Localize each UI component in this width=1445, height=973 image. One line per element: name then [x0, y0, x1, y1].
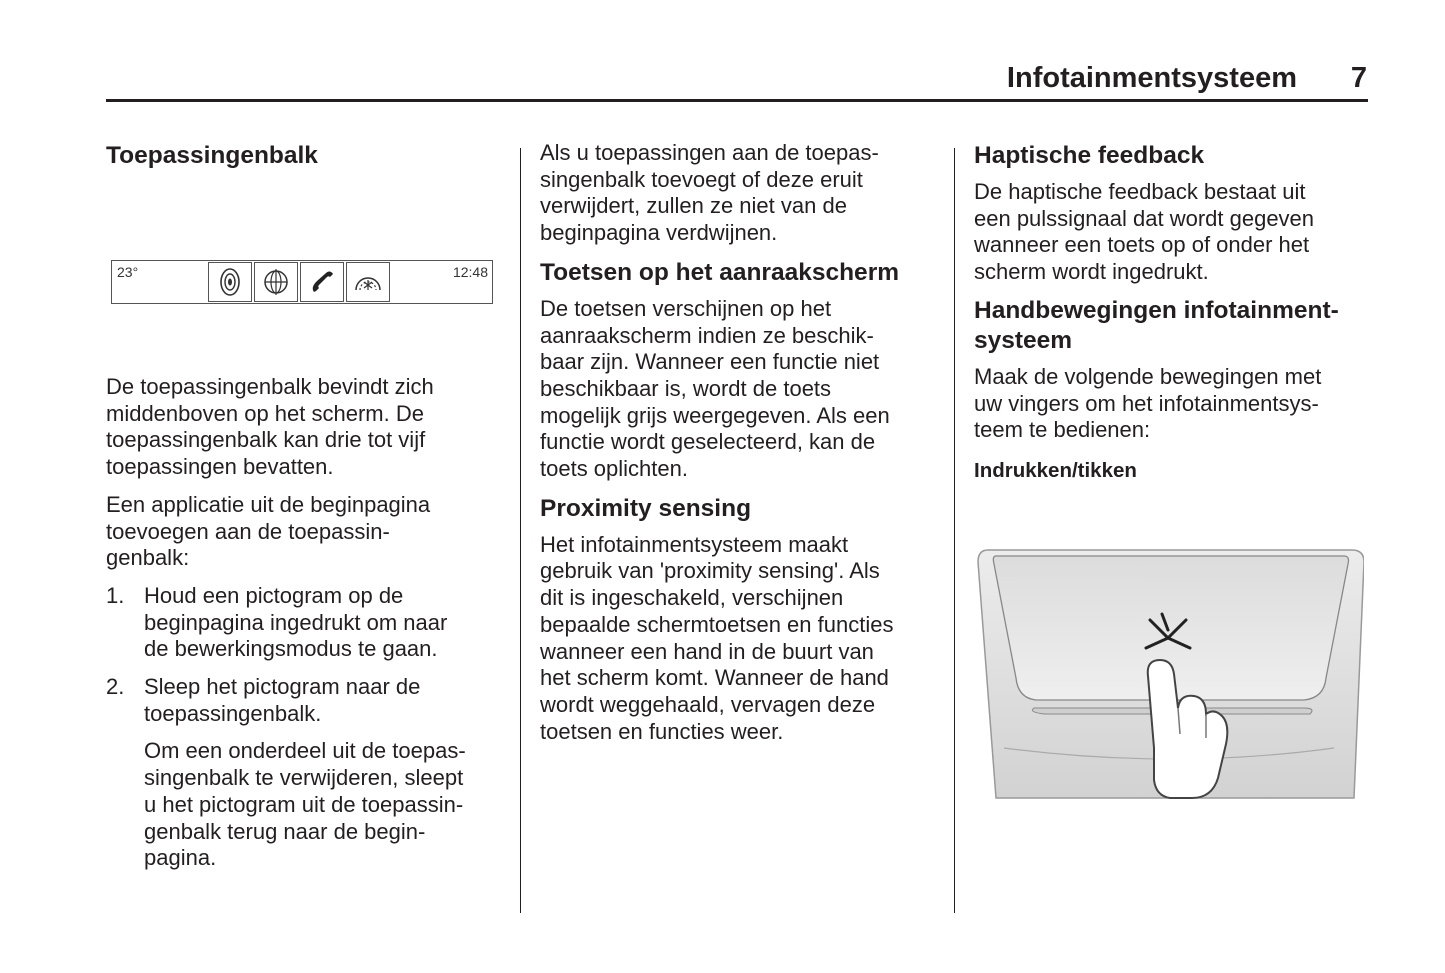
line: Het infotainmentsysteem maakt	[540, 531, 849, 557]
globe-icon	[260, 266, 292, 298]
line: De toetsen verschijnen op het	[540, 295, 832, 321]
line: wordt weggehaald, vervagen deze	[540, 691, 876, 717]
list-number: 1.	[106, 582, 125, 608]
page-number: 7	[1350, 62, 1367, 94]
line: toets oplichten.	[540, 456, 688, 482]
paragraph-touch-buttons	[540, 296, 940, 483]
line: toepassingenbalk kan drie tot vijf	[106, 427, 426, 453]
line: De haptische feedback bestaat uit	[974, 179, 1306, 204]
appbar-time: 12:48	[452, 264, 488, 280]
line: Om een onderdeel uit de toepas-	[144, 738, 466, 764]
line: toevoegen aan de toepassin-	[106, 518, 390, 544]
heading-press-tap: Indrukken/tikken	[974, 458, 1137, 482]
line: toepassingen bevatten.	[106, 454, 334, 480]
column-3	[974, 140, 1369, 803]
line: Maak de volgende bewegingen met	[974, 363, 1322, 389]
heading-touch-buttons: Toetsen op het aanraakscherm	[540, 258, 900, 286]
line: bepaalde schermtoetsen en functies	[540, 611, 894, 637]
line: middenboven op het scherm. De	[106, 400, 424, 426]
line: dit is ingeschakeld, verschijnen	[540, 585, 844, 611]
heading-gestures	[974, 296, 1369, 356]
column-2	[540, 140, 940, 745]
header-title: Infotainmentsysteem	[1006, 62, 1297, 94]
line: uw vingers om het infotainmentsys-	[974, 390, 1319, 416]
column-divider-2	[954, 148, 955, 913]
line: wanneer een hand in de buurt van	[540, 638, 874, 664]
line: baar zijn. Wanneer een functie niet	[540, 349, 880, 375]
column-1	[106, 140, 506, 872]
paragraph-add-app	[106, 492, 506, 572]
appbar-slot-climate	[346, 262, 390, 302]
heading-proximity-sensing: Proximity sensing	[540, 494, 752, 522]
line: u het pictogram uit de toepassin-	[144, 791, 464, 817]
paragraph-remove-app	[106, 738, 506, 872]
line: toepassingenbalk.	[144, 700, 322, 726]
list-number: 2.	[106, 674, 125, 700]
line: Sleep het pictogram naar de	[144, 674, 421, 700]
line: mogelijk grijs weergegeven. Als een	[540, 402, 890, 428]
phone-icon	[306, 266, 338, 298]
paragraph-haptic-feedback	[974, 179, 1369, 286]
line: Handbewegingen infotainment-	[974, 296, 1339, 324]
appbar-temperature: 23°	[117, 264, 139, 280]
line: Als u toepassingen aan de toepas-	[540, 140, 879, 165]
appbar-slot-audio	[208, 262, 252, 302]
appbar-slot-phone	[300, 262, 344, 302]
list-item-2	[106, 674, 506, 727]
speaker-icon	[214, 266, 246, 298]
paragraph-proximity-sensing	[540, 532, 940, 746]
list-item-1	[106, 583, 506, 663]
climate-icon	[352, 266, 384, 298]
heading-toepassingenbalk: Toepassingenbalk	[106, 142, 318, 169]
paragraph-appbar-continued	[540, 140, 940, 247]
line: beginpagina ingedrukt om naar	[144, 609, 448, 635]
line: verwijdert, zullen ze niet van de	[540, 193, 847, 219]
paragraph-appbar-intro	[106, 374, 506, 481]
line: functie wordt geselecteerd, kan de	[540, 429, 876, 455]
line: singenbalk toevoegt of deze eruit	[540, 166, 863, 192]
line: teem te bedienen:	[974, 417, 1151, 443]
line: pagina.	[144, 845, 217, 871]
line: beschikbaar is, wordt de toets	[540, 375, 832, 401]
column-divider-1	[520, 148, 521, 913]
line: Houd een pictogram op de	[144, 582, 404, 608]
line: een pulssignaal dat wordt gegeven	[974, 205, 1315, 231]
line: de bewerkingsmodus te gaan.	[144, 636, 438, 662]
line: genbalk terug naar de begin-	[144, 818, 426, 844]
appbar-slot-navigation	[254, 262, 298, 302]
line: toetsen en functies weer.	[540, 718, 784, 744]
line: De toepassingenbalk bevindt zich	[106, 374, 434, 399]
line: beginpagina verdwijnen.	[540, 220, 778, 246]
line: het scherm komt. Wanneer de hand	[540, 665, 889, 691]
line: genbalk:	[106, 545, 190, 571]
line: gebruik van 'proximity sensing'. Als	[540, 558, 880, 584]
line: Een applicatie uit de beginpagina	[106, 491, 431, 517]
line: singenbalk te verwijderen, sleept	[144, 765, 464, 791]
line: wanneer een toets op of onder het	[974, 232, 1310, 258]
application-bar-illustration	[111, 260, 493, 304]
header-rule	[106, 99, 1368, 102]
paragraph-gestures	[974, 364, 1369, 444]
line: systeem	[974, 326, 1073, 354]
press-tap-illustration	[974, 548, 1364, 803]
heading-haptic-feedback: Haptische feedback	[974, 142, 1205, 169]
line: scherm wordt ingedrukt.	[974, 259, 1209, 285]
line: aanraakscherm indien ze beschik-	[540, 322, 874, 348]
